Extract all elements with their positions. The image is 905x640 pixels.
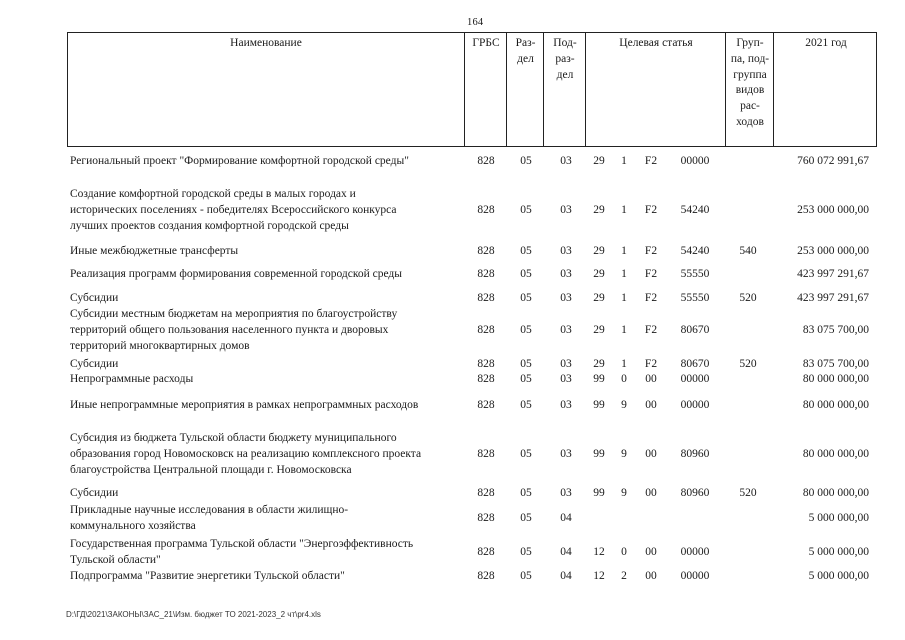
cell-grbs: 828 <box>477 448 495 461</box>
cell-target-program: 99 <box>593 373 605 386</box>
cell-podrazdel: 03 <box>560 155 572 168</box>
cell-grbs: 828 <box>477 373 495 386</box>
cell-target-program: 29 <box>593 204 605 217</box>
cell-name: Субсидия из бюджета Тульской области бюджету муниципального образования город Новомосковск на реализацию комплексного проекта благоустройства Центральной площади г. Новомосковска <box>70 432 422 476</box>
cell-target-direction: 00 <box>645 570 657 583</box>
cell-name: Субсидии <box>70 358 119 371</box>
cell-grbs: 828 <box>477 546 495 559</box>
cell-name: Иные межбюджетные трансферты <box>70 245 239 258</box>
cell-target-direction: 00 <box>645 373 657 386</box>
cell-target-subprogram: 1 <box>621 292 627 305</box>
cell-expense-group: 520 <box>739 292 757 305</box>
cell-razdel: 05 <box>520 245 532 258</box>
cell-target-code: 54240 <box>680 204 710 217</box>
cell-grbs: 828 <box>477 324 495 337</box>
cell-target-program: 12 <box>593 546 605 559</box>
cell-target-program: 29 <box>593 155 605 168</box>
cell-target-code: 80670 <box>680 324 710 337</box>
cell-podrazdel: 04 <box>560 546 572 559</box>
cell-target-subprogram: 0 <box>621 546 627 559</box>
cell-podrazdel: 03 <box>560 373 572 386</box>
cell-razdel: 05 <box>520 155 532 168</box>
cell-razdel: 05 <box>520 487 532 500</box>
cell-grbs: 828 <box>477 245 495 258</box>
cell-grbs: 828 <box>477 570 495 583</box>
cell-podrazdel: 03 <box>560 324 572 337</box>
header-grbs: ГРБС <box>472 37 500 49</box>
cell-target-direction: F2 <box>644 204 658 217</box>
cell-name: Подпрограмма "Развитие энергетики Тульской области" <box>70 570 345 583</box>
cell-expense-group: 540 <box>739 245 757 258</box>
header-target: Целевая статья <box>619 37 693 49</box>
cell-amount-2021: 253 000 000,00 <box>797 245 869 258</box>
file-path-footer: D:\ГД\2021\ЗАКОНЫ\ЗАС_21\Изм. бюджет ТО 2021-2023_2 чт\pr4.xls <box>66 610 321 619</box>
cell-amount-2021: 80 000 000,00 <box>802 487 869 500</box>
cell-target-subprogram: 1 <box>621 358 627 371</box>
cell-name: Субсидии местным бюджетам на мероприятия по благоустройству территорий общего пользования населенного пункта и дворовых территорий многоквартирных домов <box>70 308 398 352</box>
cell-target-direction: F2 <box>644 358 658 371</box>
cell-target-subprogram: 9 <box>621 487 627 500</box>
header-podrazdel: Под- раз- дел <box>553 37 577 81</box>
cell-target-subprogram: 0 <box>621 373 627 386</box>
cell-grbs: 828 <box>477 204 495 217</box>
cell-podrazdel: 03 <box>560 448 572 461</box>
cell-name: Непрограммные расходы <box>70 373 194 386</box>
cell-amount-2021: 80 000 000,00 <box>802 448 869 461</box>
cell-target-code: 00000 <box>680 570 710 583</box>
cell-target-code: 80960 <box>680 448 710 461</box>
cell-podrazdel: 03 <box>560 399 572 412</box>
header-year: 2021 год <box>805 37 847 49</box>
cell-razdel: 05 <box>520 324 532 337</box>
cell-target-subprogram: 1 <box>621 324 627 337</box>
cell-name: Региональный проект "Формирование комфортной городской среды" <box>70 155 409 168</box>
cell-target-program: 99 <box>593 448 605 461</box>
cell-name: Субсидии <box>70 292 119 305</box>
cell-razdel: 05 <box>520 570 532 583</box>
cell-grbs: 828 <box>477 399 495 412</box>
cell-target-code: 55550 <box>680 268 710 281</box>
cell-name: Реализация программ формирования современной городской среды <box>70 268 403 281</box>
cell-target-direction: 00 <box>645 399 657 412</box>
cell-target-direction: F2 <box>644 324 658 337</box>
cell-target-code: 00000 <box>680 546 710 559</box>
cell-target-direction: 00 <box>645 448 657 461</box>
cell-name: Субсидии <box>70 487 119 500</box>
header-razdel: Раз- дел <box>515 37 536 65</box>
cell-amount-2021: 423 997 291,67 <box>797 292 869 305</box>
cell-amount-2021: 80 000 000,00 <box>802 399 869 412</box>
cell-grbs: 828 <box>477 155 495 168</box>
cell-razdel: 05 <box>520 546 532 559</box>
cell-amount-2021: 80 000 000,00 <box>802 373 869 386</box>
cell-amount-2021: 423 997 291,67 <box>797 268 869 281</box>
cell-target-program: 99 <box>593 399 605 412</box>
cell-target-code: 00000 <box>680 155 710 168</box>
cell-podrazdel: 04 <box>560 570 572 583</box>
cell-name: Иные непрограммные мероприятия в рамках непрограммных расходов <box>70 399 419 412</box>
cell-grbs: 828 <box>477 292 495 305</box>
cell-target-subprogram: 9 <box>621 448 627 461</box>
cell-target-subprogram: 1 <box>621 204 627 217</box>
cell-target-direction: F2 <box>644 155 658 168</box>
cell-amount-2021: 5 000 000,00 <box>808 512 869 525</box>
cell-grbs: 828 <box>477 512 495 525</box>
cell-target-code: 55550 <box>680 292 710 305</box>
cell-podrazdel: 03 <box>560 245 572 258</box>
cell-name: Создание комфортной городской среды в малых городах и исторических поселениях - победителях Всероссийского конкурса лучших проектов создания комфортной городской среды <box>70 188 397 232</box>
cell-target-program: 99 <box>593 487 605 500</box>
cell-razdel: 05 <box>520 373 532 386</box>
cell-razdel: 05 <box>520 268 532 281</box>
cell-grbs: 828 <box>477 358 495 371</box>
cell-podrazdel: 03 <box>560 204 572 217</box>
cell-razdel: 05 <box>520 512 532 525</box>
cell-podrazdel: 03 <box>560 358 572 371</box>
cell-target-code: 80960 <box>680 487 710 500</box>
cell-razdel: 05 <box>520 204 532 217</box>
cell-target-subprogram: 1 <box>621 245 627 258</box>
cell-amount-2021: 760 072 991,67 <box>797 155 869 168</box>
cell-expense-group: 520 <box>739 487 757 500</box>
cell-target-direction: F2 <box>644 245 658 258</box>
cell-target-subprogram: 9 <box>621 399 627 412</box>
header-group: Груп- па, под- группа видов рас- ходов <box>730 37 770 128</box>
cell-target-program: 29 <box>593 324 605 337</box>
header-name: Наименование <box>230 37 302 49</box>
cell-grbs: 828 <box>477 268 495 281</box>
cell-amount-2021: 83 075 700,00 <box>802 324 869 337</box>
cell-name: Прикладные научные исследования в области жилищно- коммунального хозяйства <box>70 504 349 532</box>
cell-razdel: 05 <box>520 448 532 461</box>
cell-amount-2021: 83 075 700,00 <box>802 358 869 371</box>
cell-target-code: 00000 <box>680 373 710 386</box>
cell-target-direction: 00 <box>645 546 657 559</box>
cell-razdel: 05 <box>520 292 532 305</box>
cell-target-code: 54240 <box>680 245 710 258</box>
cell-podrazdel: 04 <box>560 512 572 525</box>
page-number: 164 <box>467 17 484 28</box>
cell-target-subprogram: 1 <box>621 268 627 281</box>
cell-target-direction: F2 <box>644 292 658 305</box>
cell-podrazdel: 03 <box>560 268 572 281</box>
cell-amount-2021: 5 000 000,00 <box>808 546 869 559</box>
cell-target-program: 29 <box>593 292 605 305</box>
cell-name: Государственная программа Тульской области "Энергоэффективность Тульской области" <box>70 538 414 566</box>
cell-target-direction: F2 <box>644 268 658 281</box>
cell-razdel: 05 <box>520 399 532 412</box>
cell-target-subprogram: 2 <box>621 570 627 583</box>
cell-podrazdel: 03 <box>560 292 572 305</box>
cell-target-program: 29 <box>593 245 605 258</box>
cell-podrazdel: 03 <box>560 487 572 500</box>
cell-target-program: 29 <box>593 358 605 371</box>
cell-target-code: 00000 <box>680 399 710 412</box>
cell-target-direction: 00 <box>645 487 657 500</box>
cell-amount-2021: 5 000 000,00 <box>808 570 869 583</box>
cell-amount-2021: 253 000 000,00 <box>797 204 869 217</box>
cell-target-program: 29 <box>593 268 605 281</box>
cell-target-subprogram: 1 <box>621 155 627 168</box>
cell-target-code: 80670 <box>680 358 710 371</box>
cell-target-program: 12 <box>593 570 605 583</box>
cell-expense-group: 520 <box>739 358 757 371</box>
cell-grbs: 828 <box>477 487 495 500</box>
cell-razdel: 05 <box>520 358 532 371</box>
